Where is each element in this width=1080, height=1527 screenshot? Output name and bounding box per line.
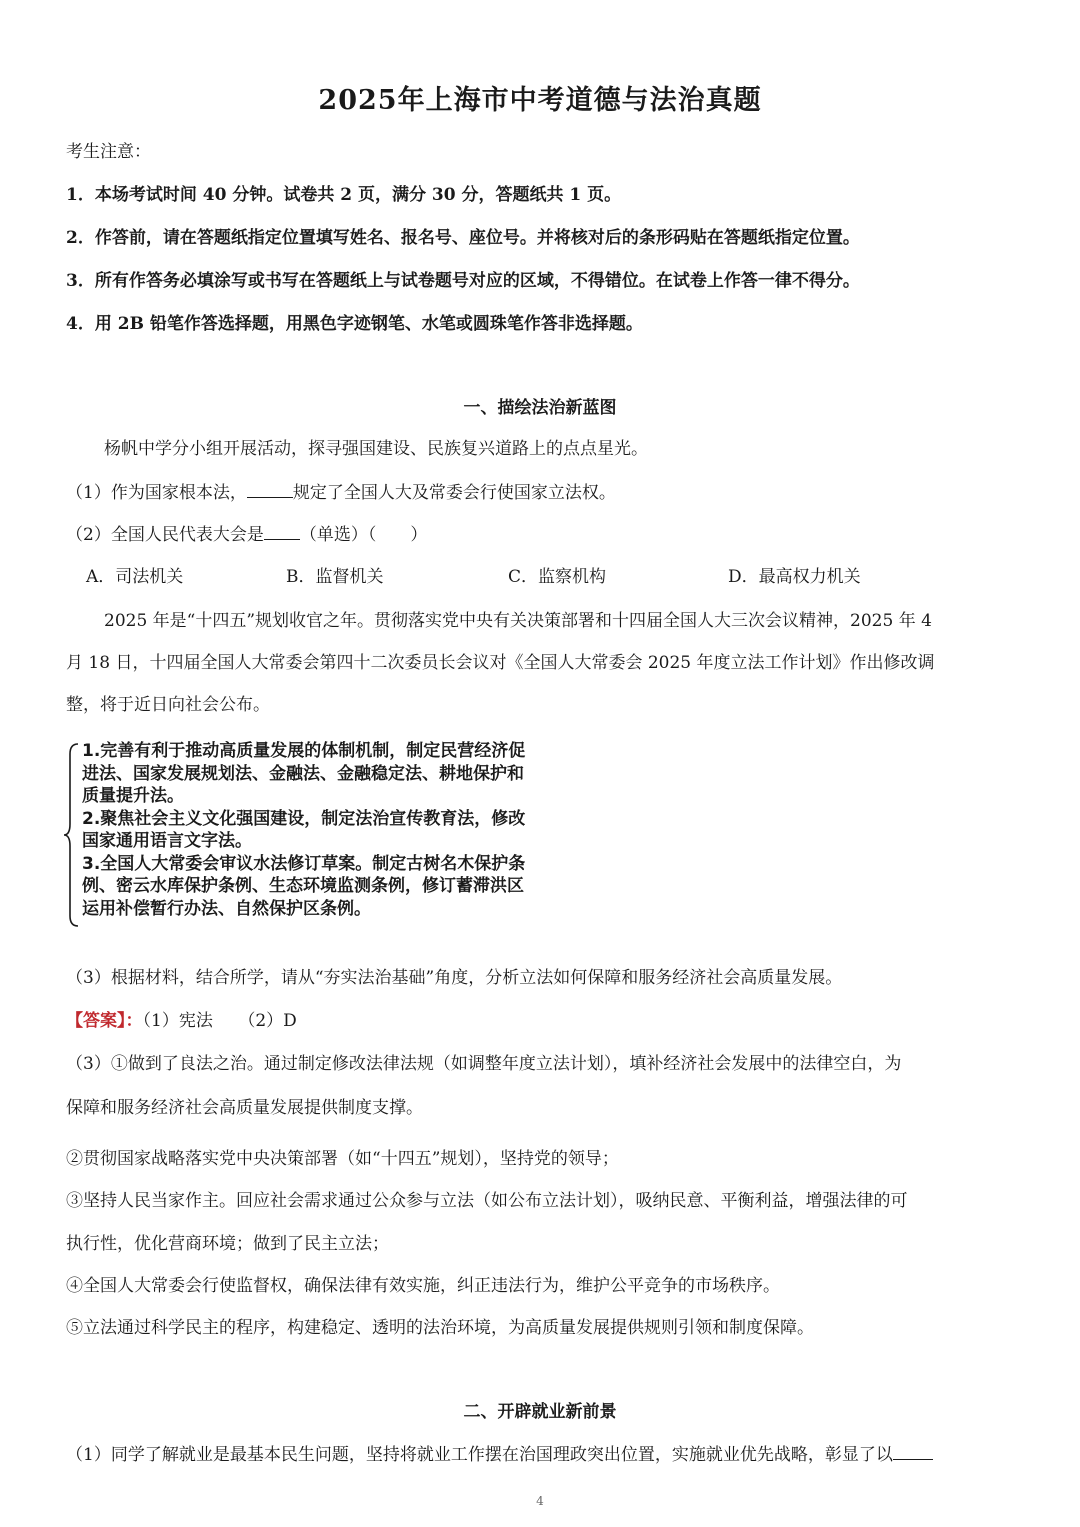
answer-line-6: ④全国人大常委会行使监督权，确保法律有效实施，纠正违法行为，维护公平竞争的市场秩序。 (66, 1276, 780, 1296)
legislation-plan-box (62, 740, 622, 930)
answer-short-text: （1）宪法 （2）D (142, 1011, 297, 1031)
question-1-2-text-before: （2）全国人民代表大会是 (66, 525, 264, 545)
box-line: 3.全国人大常委会审议水法修订草案。制定古树名木保护条 (82, 853, 526, 874)
notice-item-1: 1．本场考试时间 40 分钟。试卷共 2 页，满分 30 分，答题纸共 1 页。 (66, 185, 622, 205)
answer-blank (247, 483, 293, 498)
answer-short (66, 1006, 297, 1031)
answer-line-5: 执行性，优化营商环境；做到了民主立法； (66, 1234, 389, 1254)
answer-blank (264, 525, 300, 540)
question-1-2-text-after: （单选）（ ） (299, 525, 428, 545)
section-2-title: 二、开辟就业新前景 (463, 1402, 617, 1422)
answer-line-2: 保障和服务经济社会高质量发展提供制度支撑。 (66, 1098, 423, 1118)
box-line: 1.完善有利于推动高质量发展的体制机制，制定民营经济促 (82, 741, 526, 761)
box-line: 国家通用语言文字法。 (82, 831, 252, 851)
material-line-2: 月 18 日，十四届全国人大常委会第四十二次委员长会议对《全国人大常委会 2025 年度立法工作计划》作出修改调 (66, 653, 935, 673)
notice-item-4: 4．用 2B 铅笔作答选择题，用黑色字迹钢笔、水笔或圆珠笔作答非选择题。 (66, 314, 643, 334)
material-line-1: 2025 年是“十四五”规划收官之年。贯彻落实党中央有关决策部署和十四届全国人大三次会议精神，2025 年 4 (104, 611, 932, 631)
option-d: D．最高权力机关 (728, 567, 861, 587)
notice-heading: 考生注意： (66, 142, 151, 162)
question-2-1 (66, 1440, 933, 1465)
curly-brace-icon (62, 742, 82, 928)
answer-line-3: ②贯彻国家战略落实党中央决策部署（如“十四五”规划），坚持党的领导； (66, 1149, 619, 1169)
question-1-1-text-after: 规定了全国人大及常委会行使国家立法权。 (292, 483, 616, 503)
page-number: 4 (536, 1494, 544, 1508)
answer-line-4: ③坚持人民当家作主。回应社会需求通过公众参与立法（如公布立法计划），吸纳民意、平衡利益，增强法律的可 (66, 1191, 908, 1211)
option-a: A．司法机关 (86, 567, 184, 587)
section-1-intro: 杨帆中学分小组开展活动，探寻强国建设、民族复兴道路上的点点星光。 (104, 439, 648, 459)
question-1-1 (66, 478, 616, 503)
box-line: 例、密云水库保护条例、生态环境监测条例，修订蓄滞洪区 (82, 876, 524, 896)
answer-line-1: （3）①做到了良法之治。通过制定修改法律法规（如调整年度立法计划），填补经济社会发展中的法律空白，为 (66, 1054, 902, 1074)
material-line-3: 整，将于近日向社会公布。 (66, 695, 270, 715)
question-1-1-text-before: （1）作为国家根本法， (66, 483, 247, 503)
box-line: 运用补偿暂行办法、自然保护区条例。 (82, 898, 371, 919)
page-title: 2025年上海市中考道德与法治真题 (318, 85, 762, 116)
notice-item-2: 2．作答前，请在答题纸指定位置填写姓名、报名号、座位号。并将核对后的条形码贴在答题纸指定位置。 (66, 228, 860, 248)
box-content (82, 740, 525, 920)
box-line: 2.聚焦社会主义文化强国建设，制定法治宣传教育法，修改 (82, 808, 526, 829)
answer-tag: 【答案】： (66, 1011, 143, 1031)
box-line: 质量提升法。 (82, 786, 184, 806)
section-1-title: 一、描绘法治新蓝图 (463, 398, 617, 418)
question-1-3: （3）根据材料，结合所学，请从“夯实法治基础”角度，分析立法如何保障和服务经济社会高质量发展。 (66, 968, 843, 988)
option-b: B．监督机关 (286, 567, 384, 587)
option-c: C．监察机构 (508, 567, 607, 587)
question-2-1-text: （1）同学了解就业是最基本民生问题，坚持将就业工作摆在治国理政突出位置，实施就业优先战略，彰显了以 (66, 1445, 893, 1465)
answer-line-7: ⑤立法通过科学民主的程序，构建稳定、透明的法治环境，为高质量发展提供规则引领和制度保障。 (66, 1318, 814, 1338)
question-1-2 (66, 520, 427, 545)
answer-blank (893, 1445, 933, 1460)
box-line: 进法、国家发展规划法、金融法、金融稳定法、耕地保护和 (82, 763, 524, 784)
notice-item-3: 3．所有作答务必填涂写或书写在答题纸上与试卷题号对应的区域，不得错位。在试卷上作答一律不得分。 (66, 271, 860, 291)
